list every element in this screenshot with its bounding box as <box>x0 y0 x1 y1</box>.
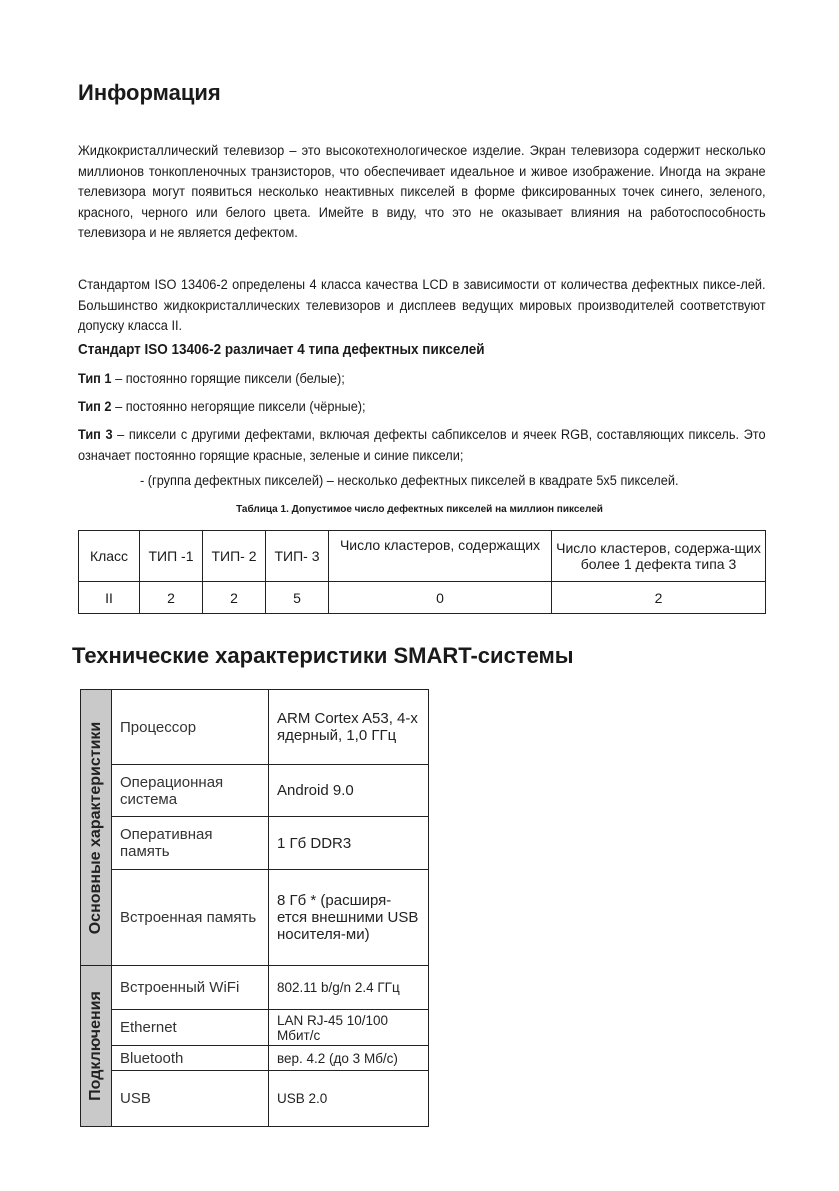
group-definition: - (группа дефектных пикселей) – несколько дефектных пикселей в квадрате 5х5 пикселей. <box>140 473 679 489</box>
value-cell: 5 <box>266 582 329 614</box>
defect-type-2 <box>78 397 766 418</box>
group-conn-cell <box>81 966 112 1127</box>
intro-paragraph: Жидкокристаллический телевизор – это высокотехнологическое изделие. Экран телевизора содержит несколько миллионов тонкопленочных транзисторов, что обеспечивает идеальное и живое изображение. Иногда на экране телевизора могут появиться несколько неактивных пикселей в форме фиксированных точек синего, зеленого, красного, черного или белого цвета. Имейте в виду, что это не оказывает влияния на работоспособность телевизора и не является дефектом. <box>78 143 766 241</box>
spec-name: Оперативная память <box>112 817 269 870</box>
table-row <box>79 582 766 614</box>
value-cell: 2 <box>140 582 203 614</box>
spec-name: Bluetooth <box>112 1046 269 1071</box>
spec-value: вер. 4.2 (до 3 Мб/с) <box>269 1046 429 1071</box>
spec-row <box>81 817 429 870</box>
spec-row <box>81 1010 429 1046</box>
type-label: Тип 2 <box>78 399 112 415</box>
spec-row <box>81 966 429 1010</box>
spec-row <box>81 1046 429 1071</box>
type-label: Тип 1 <box>78 371 112 387</box>
header-cell: Число кластеров, содержащих <box>329 531 552 582</box>
spec-name: Ethernet <box>112 1010 269 1046</box>
spec-row <box>81 765 429 817</box>
type-text: – постоянно горящие пиксели (белые); <box>111 371 345 387</box>
header-cell: Число кластеров, содержа-щих более 1 дефекта типа 3 <box>552 531 766 582</box>
value-cell: 2 <box>203 582 266 614</box>
spec-value: 1 Гб DDR3 <box>269 817 429 870</box>
type-text: – постоянно негорящие пиксели (чёрные); <box>111 399 366 415</box>
spec-name: Операционная система <box>112 765 269 817</box>
standard-paragraph: Стандартом ISO 13406-2 определены 4 класса качества LCD в зависимости от количества дефектных пиксе-лей. Большинство жидкокристаллических телевизоров и дисплеев ведущих мировых производителей соответствуют допуску класса II. <box>78 277 766 334</box>
info-title: Информация <box>78 80 221 105</box>
defect-type-3 <box>78 425 766 466</box>
group-main-label: Основные характеристики <box>87 721 104 934</box>
spec-value: LAN RJ-45 10/100 Мбит/с <box>269 1010 429 1046</box>
defects-table <box>78 530 766 614</box>
spec-row <box>81 690 429 765</box>
type-text: – пиксели с другими дефектами, включая дефекты сабпикселов и ячеек RGB, составляющих пиксель. Это означает постоянно горящие красные, зеленые и синие пиксели; <box>78 427 766 464</box>
table-header-row <box>79 531 766 582</box>
spec-value: ARM Cortex A53, 4-х ядерный, 1,0 ГГц <box>269 690 429 765</box>
spec-name: Процессор <box>112 690 269 765</box>
defect-type-1 <box>78 369 766 390</box>
header-cell: ТИП -1 <box>140 531 203 582</box>
value-cell: II <box>79 582 140 614</box>
spec-row <box>81 870 429 966</box>
spec-value: Android 9.0 <box>269 765 429 817</box>
group-main-cell <box>81 690 112 966</box>
value-cell: 2 <box>552 582 766 614</box>
spec-value: 802.11 b/g/n 2.4 ГГц <box>269 966 429 1010</box>
specs-title: Технические характеристики SMART-системы <box>72 643 574 668</box>
header-cell: ТИП- 2 <box>203 531 266 582</box>
group-conn-label: Подключения <box>87 991 104 1101</box>
type-label: Тип 3 <box>78 427 113 443</box>
spec-name: Встроенная память <box>112 870 269 966</box>
table-caption: Таблица 1. Допустимое число дефектных пикселей на миллион пикселей <box>236 504 603 515</box>
value-cell: 0 <box>329 582 552 614</box>
spec-row <box>81 1071 429 1127</box>
spec-value: USB 2.0 <box>269 1071 429 1127</box>
spec-name: Встроенный WiFi <box>112 966 269 1010</box>
header-cell: ТИП- 3 <box>266 531 329 582</box>
specs-table <box>80 689 429 1127</box>
defect-types-heading: Стандарт ISO 13406-2 различает 4 типа дефектных пикселей <box>78 341 485 358</box>
spec-name: USB <box>112 1071 269 1127</box>
spec-value: 8 Гб * (расширя-ется внешними USB носителя-ми) <box>269 870 429 966</box>
header-cell: Класс <box>79 531 140 582</box>
